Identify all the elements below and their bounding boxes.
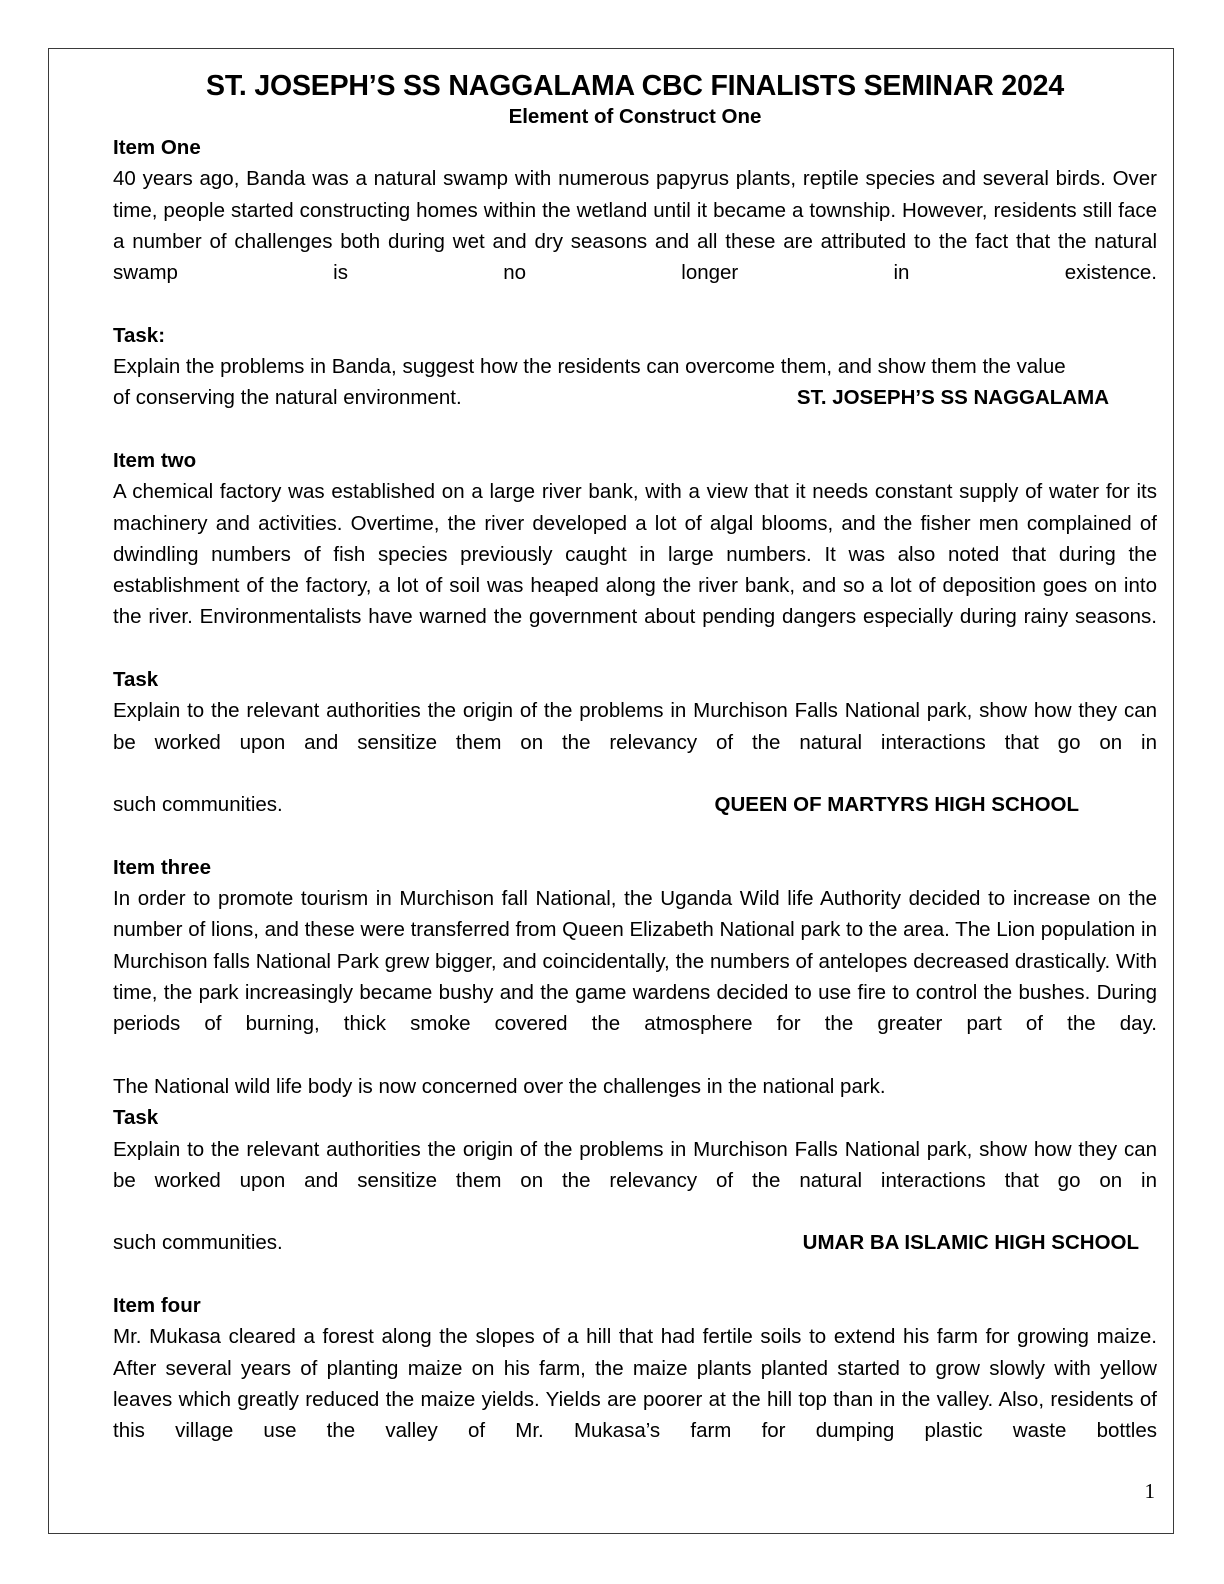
item-three-school: UMAR BA ISLAMIC HIGH SCHOOL <box>802 1231 1139 1255</box>
document-subtitle: Element of Construct One <box>508 105 762 128</box>
item-two-attribution-line <box>113 789 1157 820</box>
item-one-attribution-line <box>113 382 1157 413</box>
item-one-section <box>113 132 1157 414</box>
item-one-task-body: Explain the problems in Banda, suggest how the residents can overcome them, and show them the value <box>113 355 1066 379</box>
page-number: 1 <box>1144 1479 1155 1503</box>
document-page <box>48 48 1174 1534</box>
item-two-task-body: Explain to the relevant authorities the origin of the problems in Murchison Falls National park, show how they can be worked upon and sensitize them on the relevancy of the natural interactions that go on in <box>113 699 1157 754</box>
item-three-attribution-line <box>113 1227 1157 1258</box>
item-two-school: QUEEN OF MARTYRS HIGH SCHOOL <box>714 793 1079 817</box>
item-two-body: A chemical factory was established on a large river bank, with a view that it needs constant supply of water for its machinery and activities. Overtime, the river developed a lot of algal blooms, and the fisher men complained of dwindling numbers of fish species previously caught in large numbers. It was also noted that during the establishment of the factory, a lot of soil was heaped along the river bank, and so a lot of deposition goes on into the river. Environmentalists have warned the government about pending dangers especially during rainy seasons. <box>113 480 1157 629</box>
item-three-body-extra: The National wild life body is now concerned over the challenges in the national park. <box>113 1074 886 1098</box>
item-two-task-heading: Task <box>113 668 159 692</box>
item-two-section <box>113 445 1157 821</box>
item-one-heading: Item One <box>113 136 201 159</box>
item-four-section <box>113 1290 1157 1478</box>
item-three-task-body: Explain to the relevant authorities the origin of the problems in Murchison Falls National park, show how they can be worked upon and sensitize them on the relevancy of the natural interactions that go on in <box>113 1137 1157 1192</box>
item-four-body: Mr. Mukasa cleared a forest along the slopes of a hill that had fertile soils to extend his farm for growing maize. After several years of planting maize on his farm, the maize plants planted started to grow slowly with yellow leaves which greatly reduced the maize yields. Yields are poorer at the hill top than in the valley. Also, residents of this village use the valley of Mr. Mukasa’s farm for dumping plastic waste bottles <box>113 1325 1157 1443</box>
item-one-task-heading: Task: <box>113 323 166 347</box>
document-title: ST. JOSEPH’S SS NAGGALAMA CBC FINALISTS SEMINAR 2024 <box>206 70 1064 102</box>
page-content-area <box>113 61 1157 1521</box>
item-one-body: 40 years ago, Banda was a natural swamp with numerous papyrus plants, reptile species and several birds. Over time, people started constructing homes within the wetland until it became a township. However, residents still face a number of challenges both during wet and dry seasons and all these are attributed to the fact that the natural swamp is no longer in existence. <box>113 167 1157 285</box>
item-two-task-body-tail: such communities. <box>113 793 283 817</box>
item-one-school: ST. JOSEPH’S SS NAGGALAMA <box>796 386 1109 410</box>
item-three-task-body-tail: such communities. <box>113 1231 283 1255</box>
item-three-body: In order to promote tourism in Murchison fall National, the Uganda Wild life Authority decided to increase on the number of lions, and these were transferred from Queen Elizabeth National park to the area. The Lion population in Murchison falls National Park grew bigger, and coincidentally, the numbers of antelopes decreased drastically. With time, the park increasingly became bushy and the game wardens decided to use fire to control the bushes. During periods of burning, thick smoke covered the atmosphere for the greater part of the day. <box>113 887 1157 1036</box>
item-three-heading: Item three <box>113 855 211 879</box>
section-gap-three <box>113 1259 1157 1290</box>
item-three-task-heading: Task <box>113 1106 159 1130</box>
item-two-heading: Item two <box>113 448 197 472</box>
item-four-heading: Item four <box>113 1293 201 1317</box>
item-one-task-body-tail: of conserving the natural environment. <box>113 386 462 410</box>
section-gap-two <box>113 821 1157 852</box>
item-three-section <box>113 852 1157 1259</box>
section-gap-one <box>113 414 1157 445</box>
